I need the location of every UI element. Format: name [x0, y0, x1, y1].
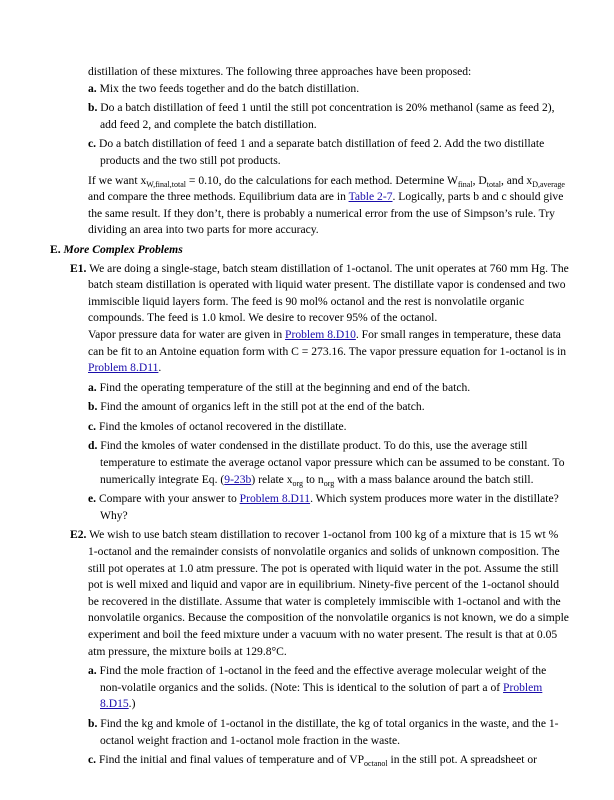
item-label: a. — [88, 664, 97, 678]
item-label: a. — [88, 380, 97, 394]
item-text: Find the kmoles of octanol recovered in the distillate. — [96, 419, 347, 433]
e1-item-a — [50, 380, 570, 397]
item-text: Find the operating temperature of the still at the beginning and end of the batch. — [96, 380, 471, 394]
problem-e1 — [50, 261, 570, 327]
text-run: , and x — [500, 173, 533, 187]
subscript: org — [323, 478, 335, 488]
text-run: ) relate x — [251, 472, 293, 486]
subscript: octanol — [364, 759, 388, 769]
problem-8-d15-link[interactable]: Problem 8.D15 — [100, 680, 543, 711]
text-run: Compare with your answer to — [96, 492, 240, 506]
text-run: . Logically, parts b and c should give the same result. If they don’t, there is probably a numerical error from the use of Simpson’s rule. Try dividing an area into two parts for more accuracy. — [88, 190, 564, 237]
subscript: total — [486, 179, 501, 189]
text-run: Vapor pressure data for water are given in — [88, 327, 286, 341]
problem-text: We wish to use batch steam distillation to recover 1-octanol from 100 kg of a mixture that is 15 wt % 1-octanol and the remainder consists of nonvolatile organics and solids of unknown composition. The still pot operates at 1.0 atm pressure. The pot is operated with liquid water in the pot. Assume the still pot is well mixed and liquid and vapor are in equilibrium. Ninety-five percent of the 1-octanol should be recovered in the distillate. Assume that water is completely immiscible with 1-octanol and with the nonvolatile organics. Because the composition of the nonvolatile organics is not known, we do a simple experiment and boil the feed mixture under a vacuum with no water present. The result is that at 0.05 atm pressure, the mixture boils at 129.8°C. — [86, 528, 569, 658]
item-label: b. — [88, 400, 98, 414]
subscript: W,final,total — [146, 179, 186, 189]
text-run: to n — [303, 472, 324, 486]
text-run: = 0.10, do the calculations for each method. Determine W — [185, 173, 458, 187]
text-run: Find the kmoles of water condensed in the distillate product. To do this, use the average still temperature to estimate the average octanol vapor pressure which can be assumed to be constant. To numerically integrate Eq. ( — [97, 439, 565, 486]
problem-8-d11-link-2[interactable]: Problem 8.D11 — [239, 492, 311, 506]
text-run: . — [158, 361, 162, 375]
e1-item-e — [50, 491, 570, 524]
text-run: Find the initial and final values of temperature and of VP — [96, 753, 365, 767]
item-text: Find the amount of organics left in the still pot at the end of the batch. — [97, 400, 425, 414]
item-label: b. — [88, 716, 98, 730]
text-run: in the still pot. A spreadsheet or — [387, 753, 538, 767]
problem-8-d10-link[interactable]: Problem 8.D10 — [285, 327, 356, 341]
intro-paragraph — [50, 173, 570, 239]
text-run: . Which system produces more water in the distillate? Why? — [100, 492, 559, 522]
intro-item-c — [50, 136, 570, 169]
item-label: a. — [88, 81, 97, 95]
equation-9-23b-link[interactable]: 9-23b — [224, 472, 252, 486]
item-label: b. — [88, 101, 98, 115]
problem-e2 — [50, 527, 570, 660]
item-text: Do a batch distillation of feed 1 until the still pot concentration is 20% methanol (same as feed 2), add feed 2, and complete the batch distillation. — [97, 101, 555, 131]
intro-line: distillation of these mixtures. The following three approaches have been proposed: — [88, 65, 472, 78]
item-label: c. — [88, 419, 97, 433]
text-run: If we want x — [88, 173, 147, 187]
text-run: . For small ranges in temperature, these data can be fit to an Antoine equation form with C = 273.16. The vapor pressure equation for 1-octanol is in — [88, 327, 567, 358]
item-text: Find the kg and kmole of 1-octanol in the distillate, the kg of total organics in the waste, and the 1-octanol weight fraction and 1-octanol mole fraction in the waste. — [97, 716, 559, 747]
intro-item-a — [50, 81, 570, 98]
text-run: , D — [472, 173, 487, 187]
item-text: Do a batch distillation of feed 1 and a separate batch distillation of feed 2. Add the two distillate products and the two still pot products. — [96, 137, 545, 167]
item-label: e. — [88, 492, 97, 506]
problem-text: We are doing a single-stage, batch steam distillation of 1-octanol. The unit operates at 760 mm Hg. The batch steam distillation is operated with liquid water present. The distillate vapor is condensed and two immiscible liquid layers form. The feed is 90 mol% octanol and the rest is nonvolatile organic compounds. The feed is 1.0 kmol. We desire to recover 95% of the octanol. — [86, 261, 569, 325]
e2-item-b — [50, 716, 570, 749]
problem-label: E2. — [70, 528, 87, 542]
e2-item-a — [50, 663, 570, 713]
page-content — [50, 64, 570, 769]
item-label: c. — [88, 753, 97, 767]
problem-label: E1. — [70, 261, 87, 275]
text-run: and compare the three methods. Equilibrium data are in — [88, 190, 349, 204]
section-label: E. — [50, 242, 61, 256]
item-text: Mix the two feeds together and do the batch distillation. — [96, 81, 360, 95]
e1-item-b — [50, 399, 570, 416]
text-run: .) — [128, 697, 136, 711]
intro-item-b — [50, 100, 570, 133]
text-run: with a mass balance around the batch still. — [334, 472, 534, 486]
e1-item-d — [50, 438, 570, 488]
table-2-7-link[interactable]: Table 2-7 — [348, 190, 393, 204]
problem-e1-vapor-pressure — [50, 327, 570, 377]
item-label: d. — [88, 439, 98, 453]
section-title: More Complex Problems — [63, 242, 183, 256]
subscript: org — [292, 478, 304, 488]
text-run: Find the mole fraction of 1-octanol in the feed and the effective average molecular weight of the non-volatile organics and the solids. (Note: This is identical to the solution of part a of — [96, 664, 547, 694]
item-label: c. — [88, 137, 97, 151]
e2-item-c — [50, 752, 570, 769]
problem-8-d11-link[interactable]: Problem 8.D11 — [88, 361, 159, 375]
subscript: final — [457, 179, 473, 189]
section-heading — [50, 242, 570, 259]
subscript: D,average — [532, 179, 565, 189]
e1-item-c — [50, 419, 570, 436]
